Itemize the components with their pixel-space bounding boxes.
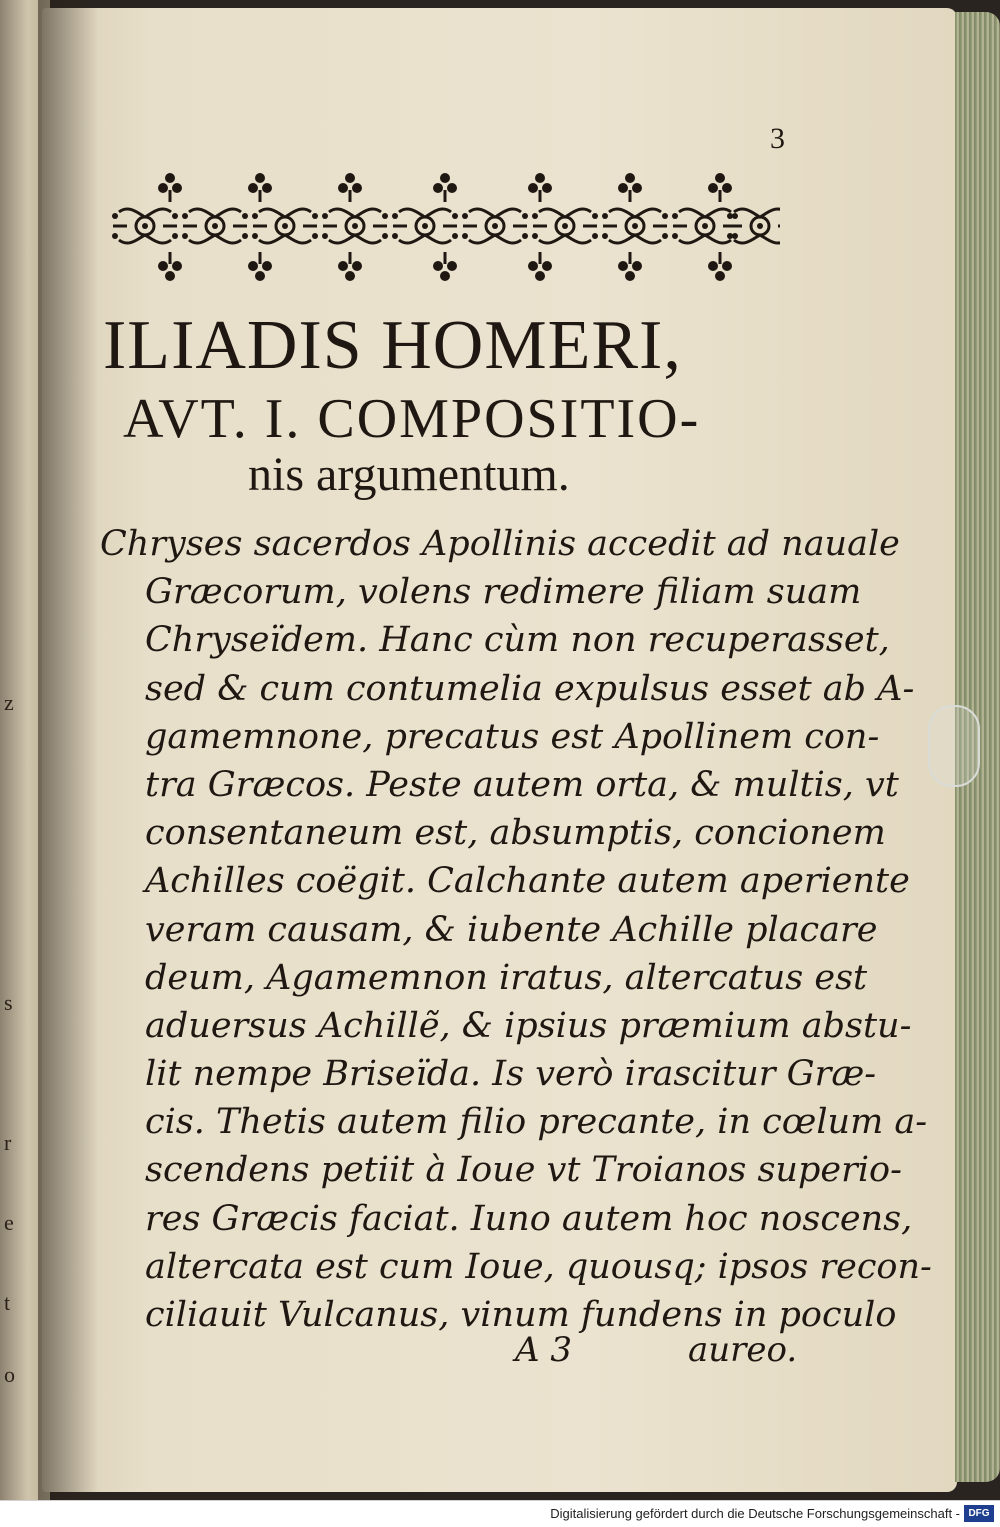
footer-credit: Digitalisierung gefördert durch die Deutsche Forschungsgemeinschaft - (550, 1506, 960, 1521)
digitization-footer (0, 1500, 1000, 1527)
text-line: altercata est cum Ioue, quousq; ipsos recon- (145, 1246, 932, 1287)
text-line: gamemnone, precatus est Apollinem con- (145, 716, 880, 757)
text-line: consentaneum est, absumptis, concionem (145, 813, 886, 854)
text-line: tra Græcos. Peste autem orta, & multis, vt (145, 764, 899, 805)
left-page-fragment: z (4, 690, 14, 715)
left-page-fragment: t (4, 1290, 11, 1315)
ornamental-headpiece (110, 168, 780, 286)
page-clip (928, 705, 980, 787)
folio-number: 3 (770, 122, 785, 155)
text-line: Chryses sacerdos Apollinis accedit ad nauale (100, 524, 900, 564)
text-line: Græcorum, volens redimere filiam suam (145, 572, 862, 613)
text-line: res Græcis faciat. Iuno autem hoc noscens, (145, 1198, 913, 1239)
text-line: ciliauit Vulcanus, vinum fundens in poculo (145, 1295, 897, 1335)
text-line: sed & cum contumelia expulsus esset ab A- (145, 668, 915, 709)
text-line: lit nempe Briseïda. Is verò irascitur Græ- (145, 1054, 877, 1095)
title-line-2: AVT. I. COMPOSITIO- (123, 388, 701, 450)
left-page-fragment: s (4, 990, 13, 1015)
title-line-3: nis argumentum. (248, 448, 570, 501)
text-line: deum, Agamemnon iratus, altercatus est (145, 957, 868, 998)
ornament-bottom-row (158, 252, 732, 281)
text-line: aduersus Achillẽ, & ipsius præmium abstu- (145, 1005, 912, 1046)
left-page-fragment: e (4, 1210, 14, 1235)
left-page-fragment: r (4, 1130, 12, 1155)
text-line: Chryseïdem. Hanc cùm non recuperasset, (145, 620, 890, 661)
text-line: scendens petiit à Ioue vt Troianos superio- (145, 1150, 902, 1191)
dfg-logo: DFG (964, 1505, 994, 1522)
text-line: cis. Thetis autem filio precante, in cœlum a- (145, 1102, 928, 1143)
ornament-top-row (158, 173, 732, 202)
ornament-middle-row (112, 209, 780, 243)
title-line-1: ILIADIS HOMERI, (103, 307, 682, 384)
text-line: veram causam, & iubente Achille placare (145, 909, 878, 950)
argument-text (100, 520, 932, 1339)
catchword: aureo. (688, 1330, 798, 1370)
left-page-fragment: o (4, 1362, 15, 1387)
signature-mark: A 3 (515, 1330, 572, 1370)
text-line: Achilles coëgit. Calchante autem aperiente (145, 861, 910, 902)
